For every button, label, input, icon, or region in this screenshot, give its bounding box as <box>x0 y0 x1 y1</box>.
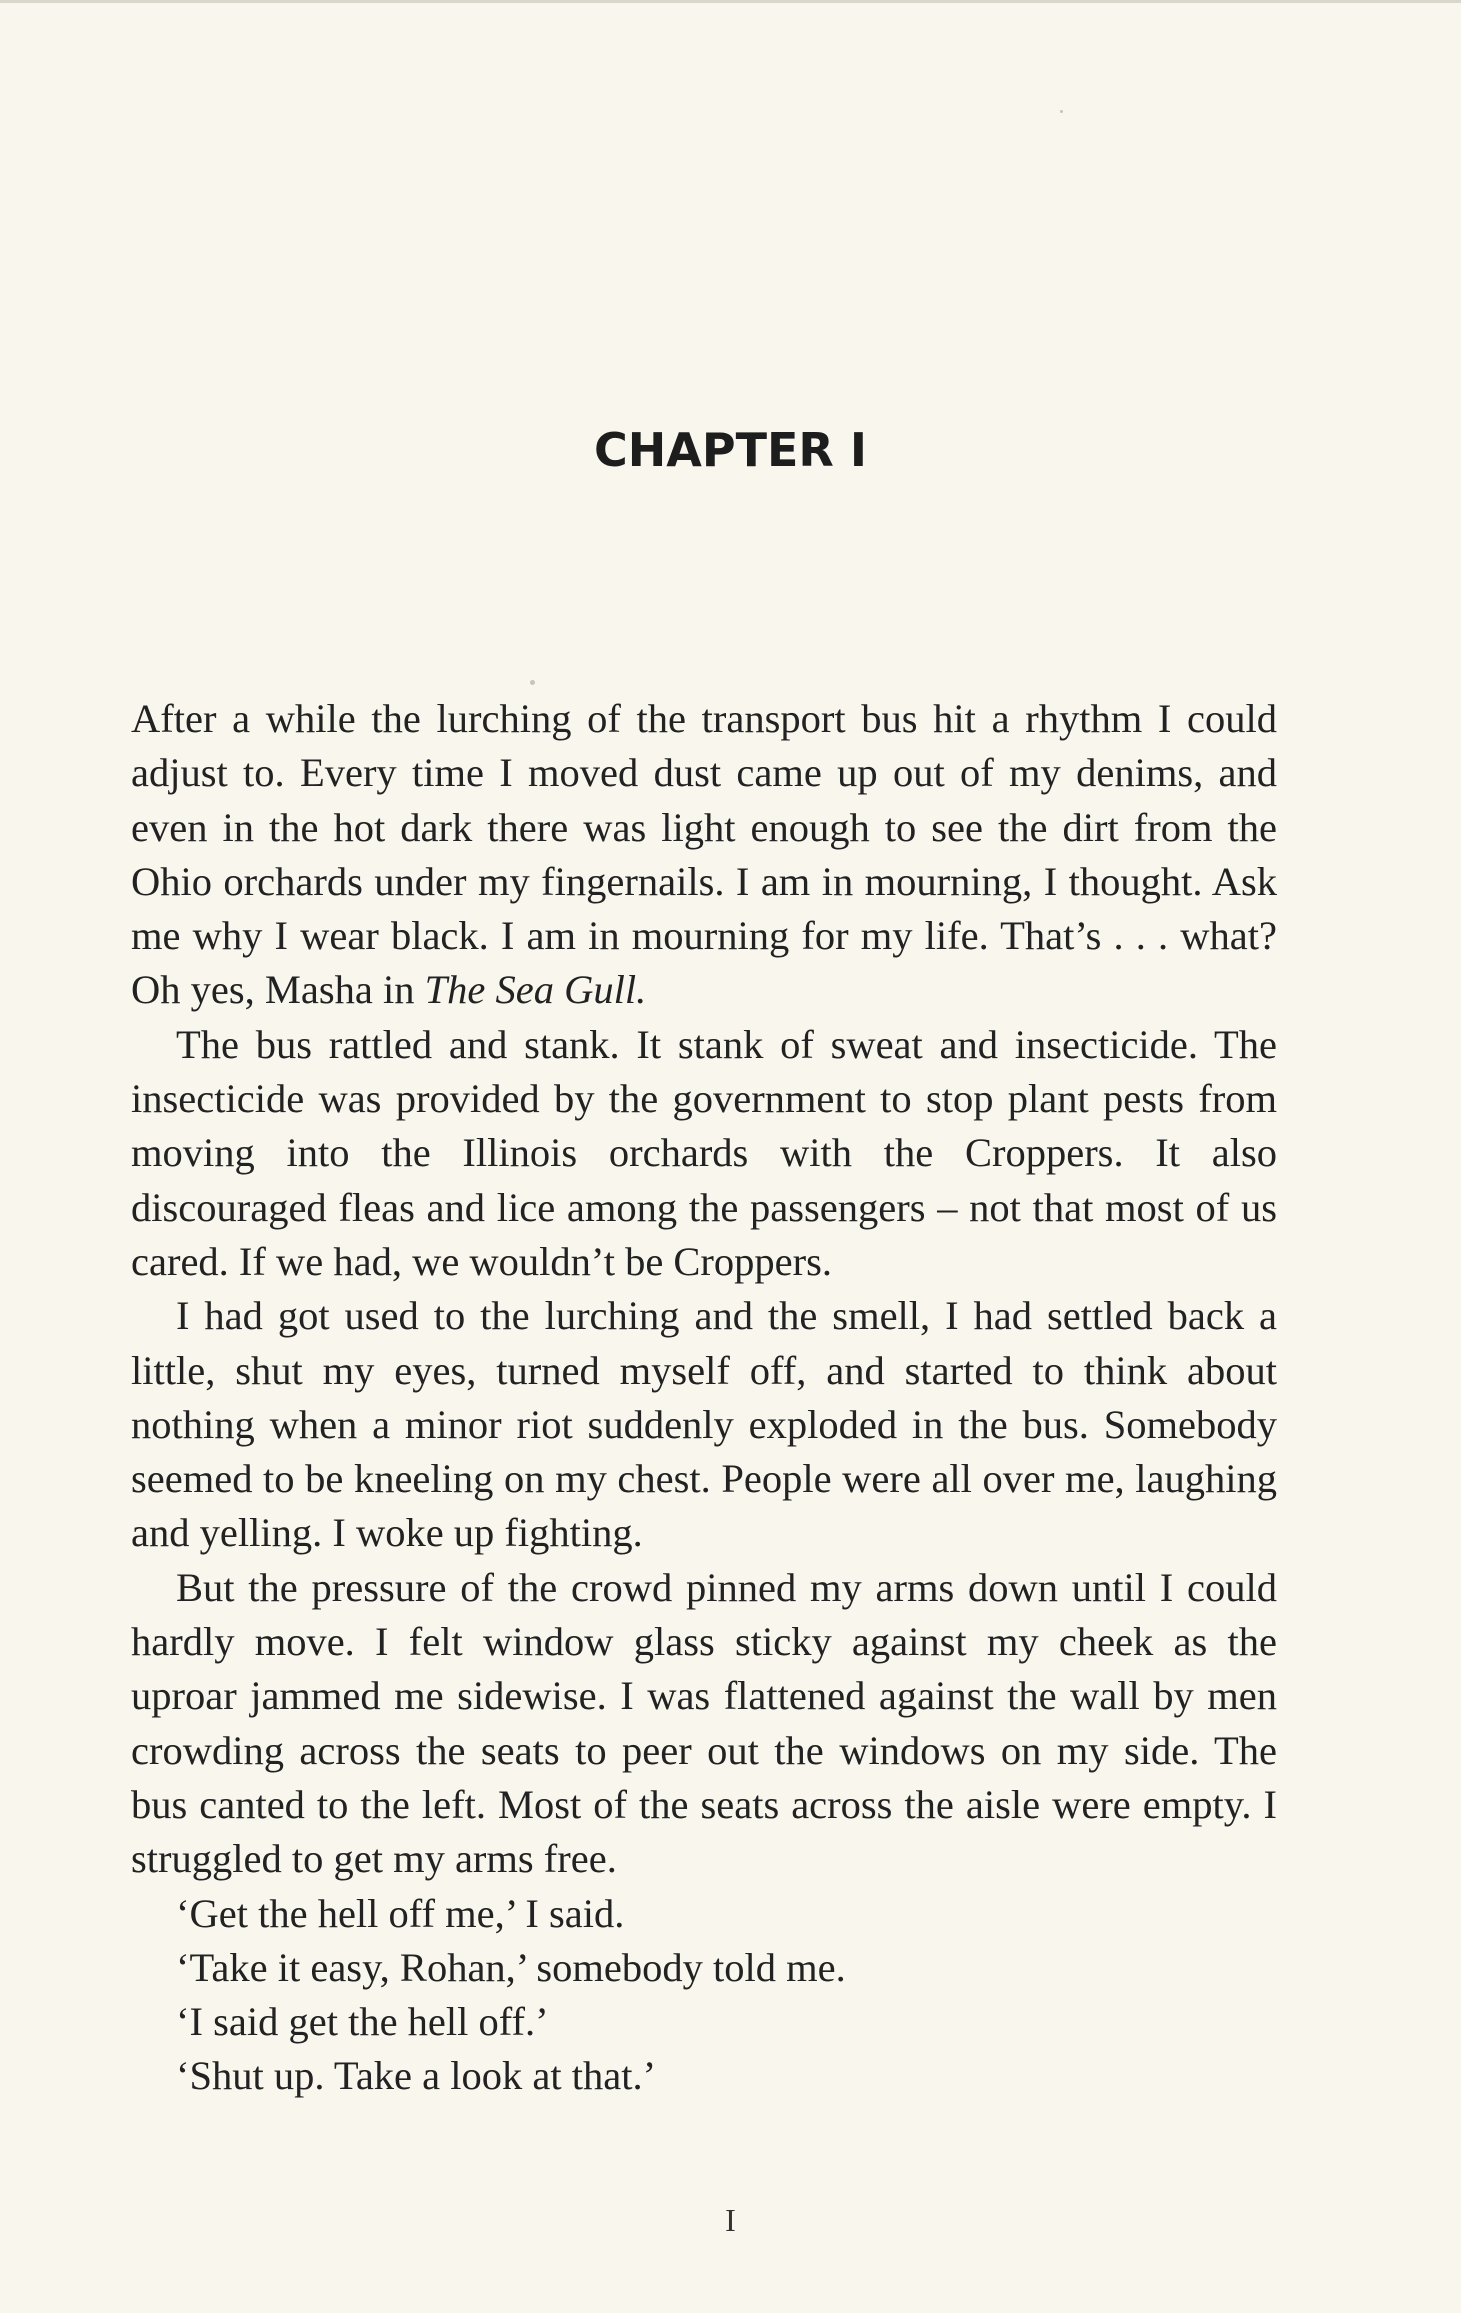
play-title: The Sea Gull. <box>424 967 647 1013</box>
page-number: I <box>725 2202 736 2238</box>
chapter-body <box>131 692 1277 2104</box>
paragraph-1 <box>131 692 1277 1018</box>
chapter-heading: CHAPTER I <box>594 422 867 477</box>
page-top-edge <box>0 0 1461 3</box>
dialogue-line-4: ‘Shut up. Take a look at that.’ <box>176 2053 657 2099</box>
paragraph-3: I had got used to the lurching and the smell, I had settled back a little, shut my eyes, turned myself off, and started to think about nothing when a minor riot suddenly exploded in the bus. Somebody seemed to be kneeling on my chest. People were all over me, laughing and yelling. I woke up fighting. <box>131 1293 1277 1556</box>
paper-speck <box>530 680 535 685</box>
dialogue-line-2: ‘Take it easy, Rohan,’ somebody told me. <box>176 1944 846 1990</box>
paragraph-2: The bus rattled and stank. It stank of sweat and insecticide. The insecticide was provided by the government to stop plant pests from moving into the Illinois orchards with the Croppers. It also discouraged fleas and lice among the passengers – not that most of us cared. If we had, we wouldn’t be Croppers. <box>131 1021 1277 1284</box>
paragraph-4: But the pressure of the crowd pinned my arms down until I could hardly move. I felt window glass sticky against my cheek as the uproar jammed me sidewise. I was flattened against the wall by men crowding across the seats to peer out the windows on my side. The bus canted to the left. Most of the seats across the aisle were empty. I struggled to get my arms free. <box>131 1564 1277 1882</box>
dialogue-line-3: ‘I said get the hell off.’ <box>176 1999 549 2045</box>
paragraph-1-text: After a while the lurching of the transport bus hit a rhythm I could adjust to. Every time I moved dust came up out of my denims, and even in the hot dark there was light enough to see the dirt from the Ohio orchards under my fingernails. I am in mourning, I thought. Ask me why I wear black. I am in mourning for my life. That’s . . . what? Oh yes, Masha in <box>131 696 1277 1013</box>
paper-speck <box>1060 110 1063 113</box>
dialogue-line-1: ‘Get the hell off me,’ I said. <box>176 1890 625 1936</box>
